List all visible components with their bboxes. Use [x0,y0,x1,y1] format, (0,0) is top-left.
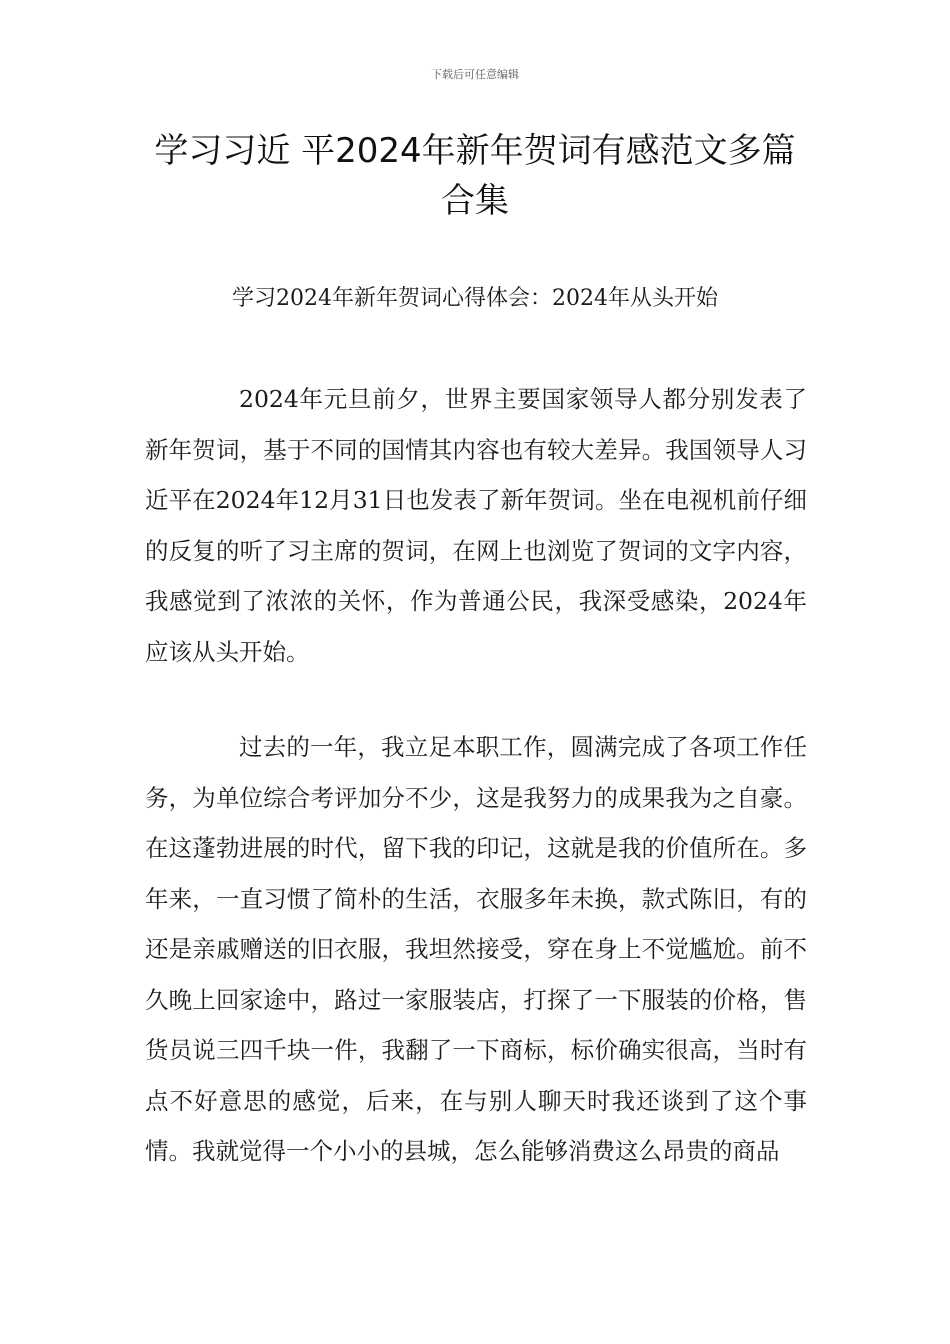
body-paragraph: 过去的一年，我立足本职工作，圆满完成了各项工作任务，为单位综合考评加分不少，这是我努力的成果我为之自豪。在这蓬勃进展的时代，留下我的印记，这就是我的价值所在。多年来，一直习惯了简朴的生活，衣服多年未换，款式陈旧，有的还是亲戚赠送的旧衣服，我坦然接受，穿在身上不觉尴尬。前不久晚上回家途中，路过一家服装店，打探了一下服装的价格，售货员说三四千块一件，我翻了一下商标，标价确实很高，当时有点不好意思的感觉，后来，在与别人聊天时我还谈到了这个事情。我就觉得一个小小的县城，怎么能够消费这么昂贵的商品 [145,733,807,1165]
document-title: 学习习近 平2024年新年贺词有感范文多篇合集 [154,131,796,221]
document-subtitle: 学习2024年新年贺词心得体会：2024年从头开始 [232,286,718,311]
header-note: 下载后可任意编辑 [431,68,519,81]
body-paragraph: 2024年元旦前夕，世界主要国家领导人都分别发表了新年贺词，基于不同的国情其内容也有较大差异。我国领导人习近平在2024年12月31日也发表了新年贺词。坐在电视机前仔细的反复的听了习主席的贺词，在网上也浏览了贺词的文字内容，我感觉到了浓浓的关怀，作为普通公民，我深受感染，2024年应该从头开始。 [145,385,807,666]
